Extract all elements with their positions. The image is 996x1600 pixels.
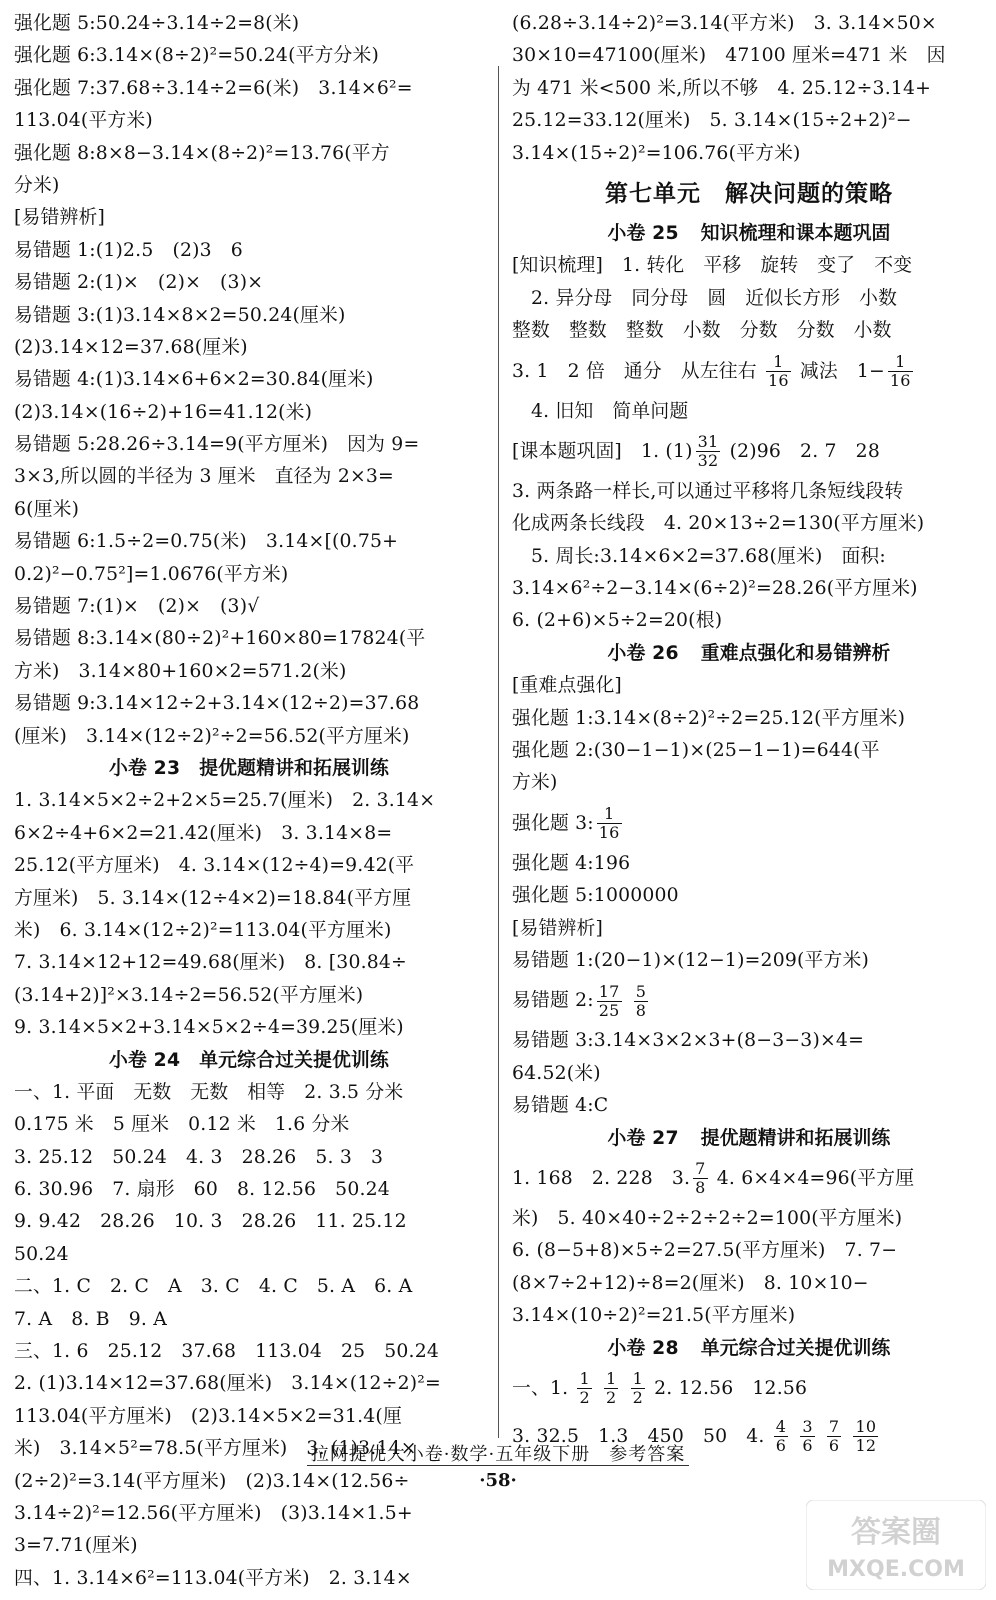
answer-line: (8×7÷2+12)÷8=2(厘米) 8. 10×10− <box>512 1272 869 1294</box>
answer-line: 强化题 1:3.14×(8÷2)²÷2=25.12(平方厘米) <box>512 707 906 729</box>
fraction: $\frac{1}{16}$ <box>889 352 911 391</box>
answer-line-fractions: 3. 32.5 1.3 450 50 4. $\frac{4}{6}$ $\frac{3}{6}$ $\frac{7}{6}$ $\frac{10}{12}$ <box>512 1417 877 1456</box>
answer-line: (6.28÷3.14÷2)²=3.14(平方米) 3. 3.14×50× <box>512 13 937 34</box>
answer-line: 113.04(平方厘米) (2)3.14×5×2=31.4(厘 <box>14 1405 402 1427</box>
answer-line: 易错题 5:28.26÷3.14=9(平方厘米) 因为 9= <box>14 434 420 456</box>
answer-line: 易错题 4:C <box>512 1095 609 1117</box>
answer-line: [易错辨析] <box>512 917 603 939</box>
answer-line: 0.175 米 5 厘米 0.12 米 1.6 分米 <box>14 1114 350 1136</box>
fraction: $\frac{1}{2}$ <box>579 1369 590 1408</box>
answer-line: 方米) 3.14×80+160×2=571.2(米) <box>14 660 347 682</box>
answer-line: 6. (8−5+8)×5÷2=27.5(平方厘米) 7. 7− <box>512 1240 898 1262</box>
section-heading: 小卷 24 单元综合过关提优训练 <box>108 1049 390 1071</box>
fraction: $\frac{3}{6}$ <box>802 1417 813 1456</box>
answer-line-fractions: 易错题 2: $\frac{17}{25}$ $\frac{5}{8}$ <box>512 981 647 1020</box>
answer-line: 强化题 2:(30−1−1)×(25−1−1)=644(平 <box>512 740 880 762</box>
answer-line: 3. 两条路一样长,可以通过平移将几条短线段转 <box>512 480 904 502</box>
answer-line: 7. 3.14×12+12=49.68(厘米) 8. [30.84÷ <box>14 952 407 974</box>
answer-line: 强化题 5:50.24÷3.14÷2=8(米) <box>14 13 300 34</box>
answer-line-fractions: 强化题 3: $\frac{1}{16}$ <box>512 804 620 843</box>
fraction: $\frac{1}{16}$ <box>767 352 789 391</box>
answer-line: 整数 整数 整数 小数 分数 分数 小数 <box>512 320 892 342</box>
answer-line: 3. 25.12 50.24 4. 3 28.26 5. 3 3 <box>14 1146 384 1168</box>
fraction: $\frac{7}{8}$ <box>695 1159 706 1198</box>
right-column <box>512 8 986 1461</box>
answer-line: 6. (2+6)×5÷2=20(根) <box>512 610 723 632</box>
footer-book-title: 拉网提优大小卷·数学·五年级下册 参考答案 <box>0 1440 996 1466</box>
answer-line: 0.2)²−0.75²]=1.0676(平方米) <box>14 563 289 585</box>
answer-line: 6. 30.96 7. 扇形 60 8. 12.56 50.24 <box>14 1179 390 1201</box>
answer-line: 7. A 8. B 9. A <box>14 1308 167 1330</box>
answer-line: (厘米) 3.14×(12÷2)²÷2=56.52(平方厘米) <box>14 725 410 747</box>
answer-line: 3.14×(15÷2)²=106.76(平方米) <box>512 142 801 164</box>
answer-line: 4. 旧知 简单问题 <box>512 400 689 422</box>
fraction: $\frac{1}{2}$ <box>606 1369 617 1408</box>
answer-line: 113.04(平方米) <box>14 110 153 132</box>
answer-line: 强化题 7:37.68÷3.14÷2=6(米) 3.14×6²= <box>14 77 413 99</box>
answer-line: 方米) <box>512 772 558 794</box>
answer-line: 1. 3.14×5×2÷2+2×5=25.7(厘米) 2. 3.14× <box>14 790 436 812</box>
answer-line: [重难点强化] <box>512 675 622 697</box>
answer-line: (3.14+2)]²×3.14÷2=56.52(平方厘米) <box>14 984 364 1006</box>
answer-line: 3.14÷2)²=12.56(平方厘米) (3)3.14×1.5+ <box>14 1502 413 1524</box>
answer-line: 三、1. 6 25.12 37.68 113.04 25 50.24 <box>14 1341 440 1363</box>
answer-line: 强化题 4:196 <box>512 852 631 874</box>
section-heading: 小卷 23 提优题精讲和拓展训练 <box>108 757 390 779</box>
section-heading-25: 小卷 25 知识梳理和课本题巩固 <box>607 222 891 244</box>
answer-line: 易错题 8:3.14×(80÷2)²+160×80=17824(平 <box>14 628 426 650</box>
answer-line: 强化题 5:1000000 <box>512 885 679 907</box>
answer-line-fractions: 3. 1 2 倍 通分 从左往右 $\frac{1}{16}$ 减法 1− $\frac{1}{16}$ <box>512 352 911 391</box>
page-number: ·58· <box>479 1470 517 1491</box>
answer-line: 强化题 6:3.14×(8÷2)²=50.24(平方分米) <box>14 45 380 67</box>
answer-line: 25.12=33.12(厘米) 5. 3.14×(15÷2+2)²− <box>512 110 912 132</box>
answer-line: 3×3,所以圆的半径为 3 厘米 直径为 2×3= <box>14 466 394 488</box>
answer-line: 3.14×6²÷2−3.14×(6÷2)²=28.26(平方厘米) <box>512 578 918 600</box>
answer-line: 50.24 <box>14 1243 69 1265</box>
answer-line: 分米) <box>14 174 60 196</box>
answer-line: 25.12(平方厘米) 4. 3.14×(12÷4)=9.42(平 <box>14 855 415 877</box>
answer-line: 四、1. 3.14×6²=113.04(平方米) 2. 3.14× <box>14 1567 412 1589</box>
column-divider <box>498 66 499 1438</box>
answer-line: 米) 3.14×5²=78.5(平方厘米) 3. (1)3.14× <box>14 1438 417 1460</box>
answer-line: 易错题 4:(1)3.14×6+6×2=30.84(厘米) <box>14 369 374 391</box>
answer-line: 9. 3.14×5×2+3.14×5×2÷4=39.25(厘米) <box>14 1017 404 1039</box>
answer-line: 易错题 6:1.5÷2=0.75(米) 3.14×[(0.75+ <box>14 531 399 553</box>
answer-line: 化成两条长线段 4. 20×13÷2=130(平方厘米) <box>512 513 925 535</box>
answer-line: 2. (1)3.14×12=37.68(厘米) 3.14×(12÷2)²= <box>14 1373 441 1395</box>
answer-line: 方厘米) 5. 3.14×(12÷4×2)=18.84(平方厘 <box>14 887 412 909</box>
answer-line-fractions: 1. 168 2. 228 3. $\frac{7}{8}$ 4. 6×4×4=96(平方厘 <box>512 1159 915 1198</box>
answer-line-fractions: 一、1. $\frac{1}{2}$ $\frac{1}{2}$ $\frac{1}{2}$ 2. 12.56 12.56 <box>512 1369 808 1408</box>
fraction: $\frac{17}{25}$ <box>598 981 620 1020</box>
answer-line: (2÷2)²=3.14(平方厘米) (2)3.14×(12.56÷ <box>14 1470 410 1492</box>
answer-line: 3.14×(10÷2)²=21.5(平方厘米) <box>512 1305 796 1327</box>
fraction: $\frac{1}{16}$ <box>598 804 620 843</box>
answer-line: [知识梳理] 1. 转化 平移 旋转 变了 不变 <box>512 255 913 277</box>
answer-line: 为 471 米<500 米,所以不够 4. 25.12÷3.14+ <box>512 77 932 99</box>
unit-title: 第七单元 解决问题的策略 <box>605 180 893 207</box>
answer-line: 64.52(米) <box>512 1062 601 1084</box>
answer-line: 易错题 2:(1)× (2)× (3)× <box>14 272 264 294</box>
answer-line: 米) 5. 40×40÷2÷2÷2÷2=100(平方厘米) <box>512 1207 903 1229</box>
fraction: $\frac{10}{12}$ <box>855 1417 877 1456</box>
section-heading-27: 小卷 27 提优题精讲和拓展训练 <box>607 1127 891 1149</box>
answer-line: 二、1. C 2. C A 3. C 4. C 5. A 6. A <box>14 1276 413 1298</box>
svg-text:MXQE.COM: MXQE.COM <box>827 1557 965 1582</box>
answer-line: 30×10=47100(厘米) 47100 厘米=471 米 因 <box>512 45 946 67</box>
answer-line: 易错题 1:(1)2.5 (2)3 6 <box>14 239 243 261</box>
fraction: $\frac{5}{8}$ <box>635 981 647 1020</box>
answer-line: 易错题 3:(1)3.14×8×2=50.24(厘米) <box>14 304 346 326</box>
answer-line: 3=7.71(厘米) <box>14 1535 138 1557</box>
answer-line: 强化题 8:8×8−3.14×(8÷2)²=13.76(平方 <box>14 142 390 164</box>
section-heading-28: 小卷 28 单元综合过关提优训练 <box>607 1337 891 1359</box>
answer-line: 一、1. 平面 无数 无数 相等 2. 3.5 分米 <box>14 1081 404 1103</box>
answer-line: 9. 9.42 28.26 10. 3 28.26 11. 25.12 <box>14 1211 407 1233</box>
answer-line: [易错辨析] <box>14 207 105 229</box>
answer-line: 6(厘米) <box>14 498 80 520</box>
answer-line: 易错题 3:3.14×3×2×3+(8−3−3)×4= <box>512 1030 864 1052</box>
answer-line: (2)3.14×12=37.68(厘米) <box>14 336 248 358</box>
fraction: $\frac{1}{2}$ <box>632 1369 643 1408</box>
svg-text:答案圈: 答案圈 <box>851 1515 941 1550</box>
answer-line: 易错题 1:(20−1)×(12−1)=209(平方米) <box>512 949 869 971</box>
watermark-logo <box>806 1500 986 1590</box>
answer-line: 5. 周长:3.14×6×2=37.68(厘米) 面积: <box>512 545 886 567</box>
fraction: $\frac{4}{6}$ <box>775 1417 787 1456</box>
section-heading-26: 小卷 26 重难点强化和易错辨析 <box>607 642 891 664</box>
fraction: $\frac{31}{32}$ <box>697 432 719 471</box>
fraction: $\frac{7}{6}$ <box>828 1417 840 1456</box>
answer-line: (2)3.14×(16÷2)+16=41.12(米) <box>14 401 313 423</box>
answer-line: 米) 6. 3.14×(12÷2)²=113.04(平方厘米) <box>14 919 392 941</box>
answer-line: 6×2÷4+6×2=21.42(厘米) 3. 3.14×8= <box>14 822 393 844</box>
answer-line: 易错题 7:(1)× (2)× (3)√ <box>14 596 260 618</box>
answer-line: 易错题 9:3.14×12÷2+3.14×(12÷2)=37.68 <box>14 693 420 715</box>
answer-line-fractions: [课本题巩固] 1. (1) $\frac{31}{32}$ (2)96 2. 7 28 <box>512 432 880 471</box>
left-column <box>14 8 484 1595</box>
answer-line: 2. 异分母 同分母 圆 近似长方形 小数 <box>512 287 898 309</box>
